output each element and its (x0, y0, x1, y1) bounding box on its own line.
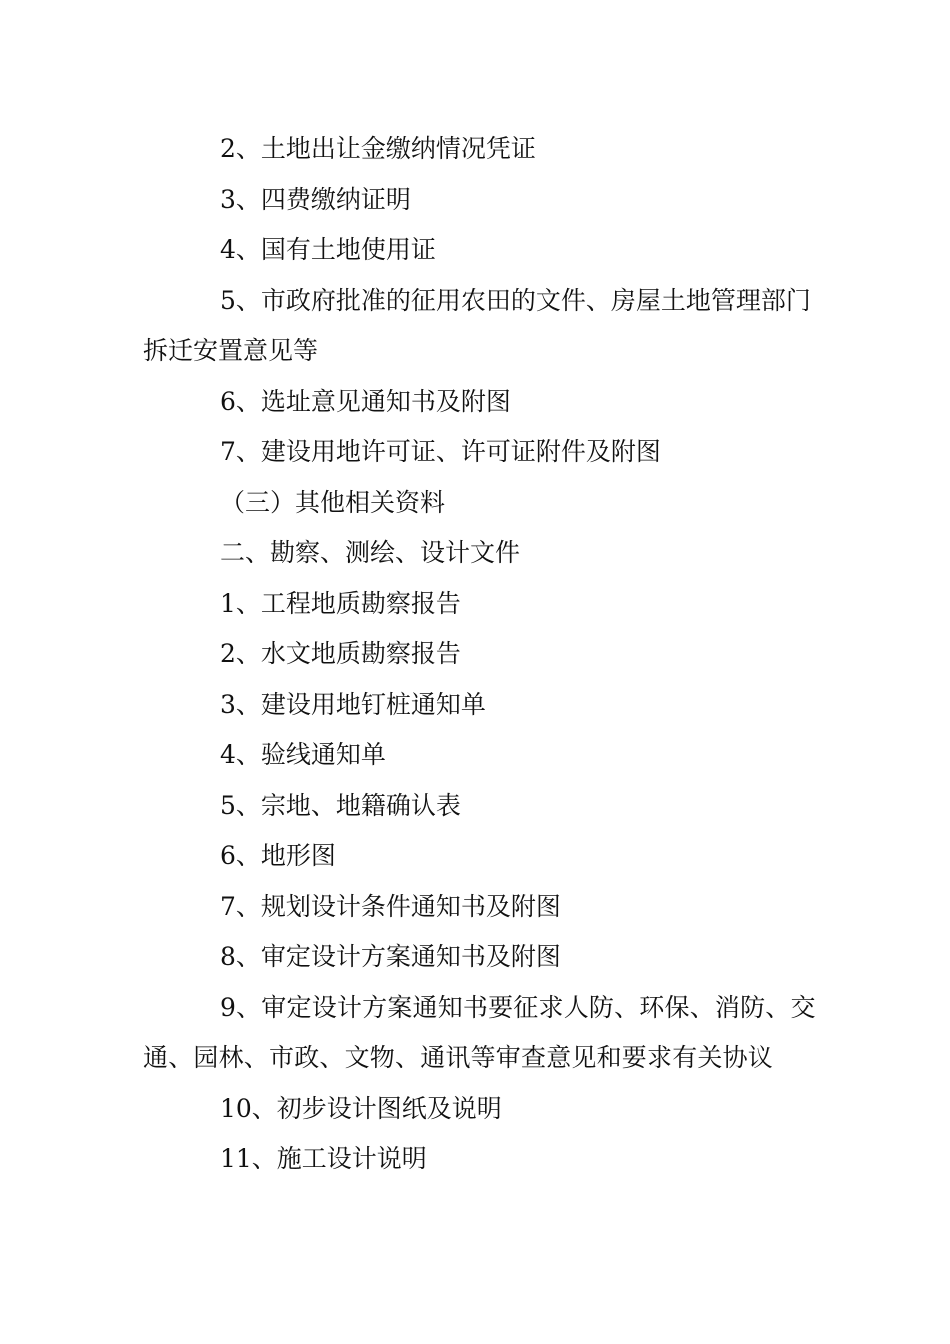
list-item: 7、规划设计条件通知书及附图 (220, 891, 561, 921)
list-item: 10、初步设计图纸及说明 (220, 1093, 502, 1123)
list-item: 8、审定设计方案通知书及附图 (220, 942, 561, 971)
list-item: 9、审定设计方案通知书要征求人防、环保、消防、交通、园林、市政、文物、通讯等审查意见和要求有关协议 (143, 992, 816, 1072)
list-item: 11、施工设计说明 (220, 1144, 427, 1173)
section-heading: （三）其他相关资料 (220, 487, 446, 517)
list-item: 6、选址意见通知书及附图 (220, 386, 511, 416)
list-item: 1、工程地质勘察报告 (220, 588, 461, 618)
list-item: 4、验线通知单 (220, 740, 386, 769)
list-item: 5、宗地、地籍确认表 (220, 790, 461, 820)
list-item: 7、建设用地许可证、许可证附件及附图 (220, 437, 661, 466)
section-heading: 二、勘察、测绘、设计文件 (220, 538, 521, 567)
document-body (143, 124, 823, 1185)
list-item: 2、土地出让金缴纳情况凭证 (220, 134, 536, 163)
list-item: 6、地形图 (220, 841, 336, 870)
list-item: 2、水文地质勘察报告 (220, 639, 461, 668)
list-item: 3、建设用地钉桩通知单 (220, 689, 486, 719)
list-item: 5、市政府批准的征用农田的文件、房屋土地管理部门拆迁安置意见等 (143, 285, 811, 365)
list-item: 3、四费缴纳证明 (220, 184, 411, 214)
list-item: 4、国有土地使用证 (220, 235, 436, 264)
